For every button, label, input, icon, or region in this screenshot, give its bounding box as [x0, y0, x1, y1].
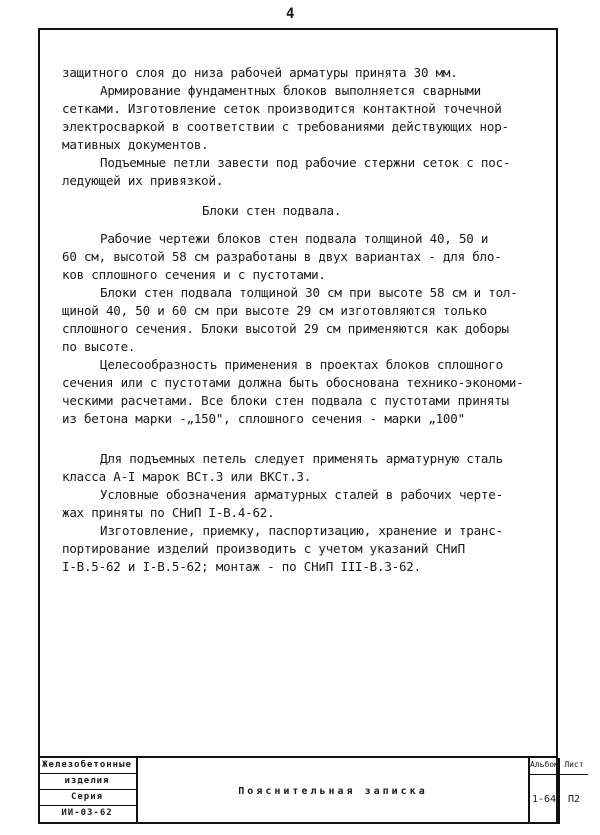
- text-line: 60 см, высотой 58 см разработаны в двух вариантах - для бло-: [62, 249, 502, 264]
- text-line: Условные обозначения арматурных сталей в рабочих черте-: [100, 487, 503, 502]
- text-line: Для подъемных петель следует применять арматурную сталь: [100, 451, 503, 466]
- org-line: Железобетонные: [38, 758, 136, 774]
- text-line: Целесообразность применения в проектах блоков сплошного: [100, 357, 503, 372]
- sheet-cell: [558, 758, 588, 824]
- text-line: щиной 40, 50 и 60 см при высоте 29 см изготовляются только: [62, 303, 487, 318]
- page-number: 4: [286, 6, 295, 22]
- text-line: из бетона марки -„150", сплошного сечения - марки „100": [62, 411, 465, 426]
- text-line: электросваркой в соответствии с требованиями действующих нор-: [62, 119, 509, 134]
- text-line: сечения или с пустотами должна быть обоснована технико-экономи-: [62, 375, 524, 390]
- text-line: Изготовление, приемку, паспортизацию, хранение и транс-: [100, 523, 503, 538]
- text-line: жах приняты по СНиП I-В.4-62.: [62, 505, 275, 520]
- text-line: ческими расчетами. Все блоки стен подвала с пустотами приняты: [62, 393, 509, 408]
- text-line: Подъемные петли завести под рабочие стержни сеток с пос-: [100, 155, 511, 170]
- text-line: Блоки стен подвала толщиной 30 см при высоте 58 см и тол-: [100, 285, 518, 300]
- album-value: 1-64: [531, 794, 557, 805]
- text-line: сплошного сечения. Блоки высотой 29 см применяются как доборы: [62, 321, 509, 336]
- sheet-label: Лист: [560, 758, 588, 775]
- org-line: Серия: [38, 790, 136, 806]
- title-block: [38, 756, 584, 824]
- text-line: класса А-I марок ВСт.3 или ВКСт.3.: [62, 469, 312, 484]
- album-label: Альбом: [530, 758, 558, 775]
- sheet-value: П2: [567, 794, 581, 805]
- section-heading: Блоки стен подвала.: [202, 203, 342, 218]
- text-line: ледующей их привязкой.: [62, 173, 224, 188]
- text-line: по высоте.: [62, 339, 136, 354]
- spacer: [62, 428, 542, 450]
- explanatory-note-text: [62, 64, 542, 576]
- org-line: ИИ-03-62: [61, 808, 113, 818]
- text-line: сетками. Изготовление сеток производится контактной точечной: [62, 101, 502, 116]
- text-line: защитного слоя до низа рабочей арматуры принята 30 мм.: [62, 65, 458, 80]
- text-line: портирование изделий производить с учетом указаний СНиП: [62, 541, 465, 556]
- series-cell: [38, 758, 138, 824]
- document-title: Пояснительная записка: [238, 785, 428, 797]
- org-line: изделия: [38, 774, 136, 790]
- text-line: Армирование фундаментных блоков выполняется сварными: [100, 83, 481, 98]
- text-line: Рабочие чертежи блоков стен подвала толщиной 40, 50 и: [100, 231, 489, 246]
- text-line: ков сплошного сечения и с пустотами.: [62, 267, 326, 282]
- text-line: мативных документов.: [62, 137, 209, 152]
- text-line: I-В.5-62 и I-В.5-62; монтаж - по СНиП III-В.3-62.: [62, 559, 421, 574]
- album-cell: [528, 758, 558, 824]
